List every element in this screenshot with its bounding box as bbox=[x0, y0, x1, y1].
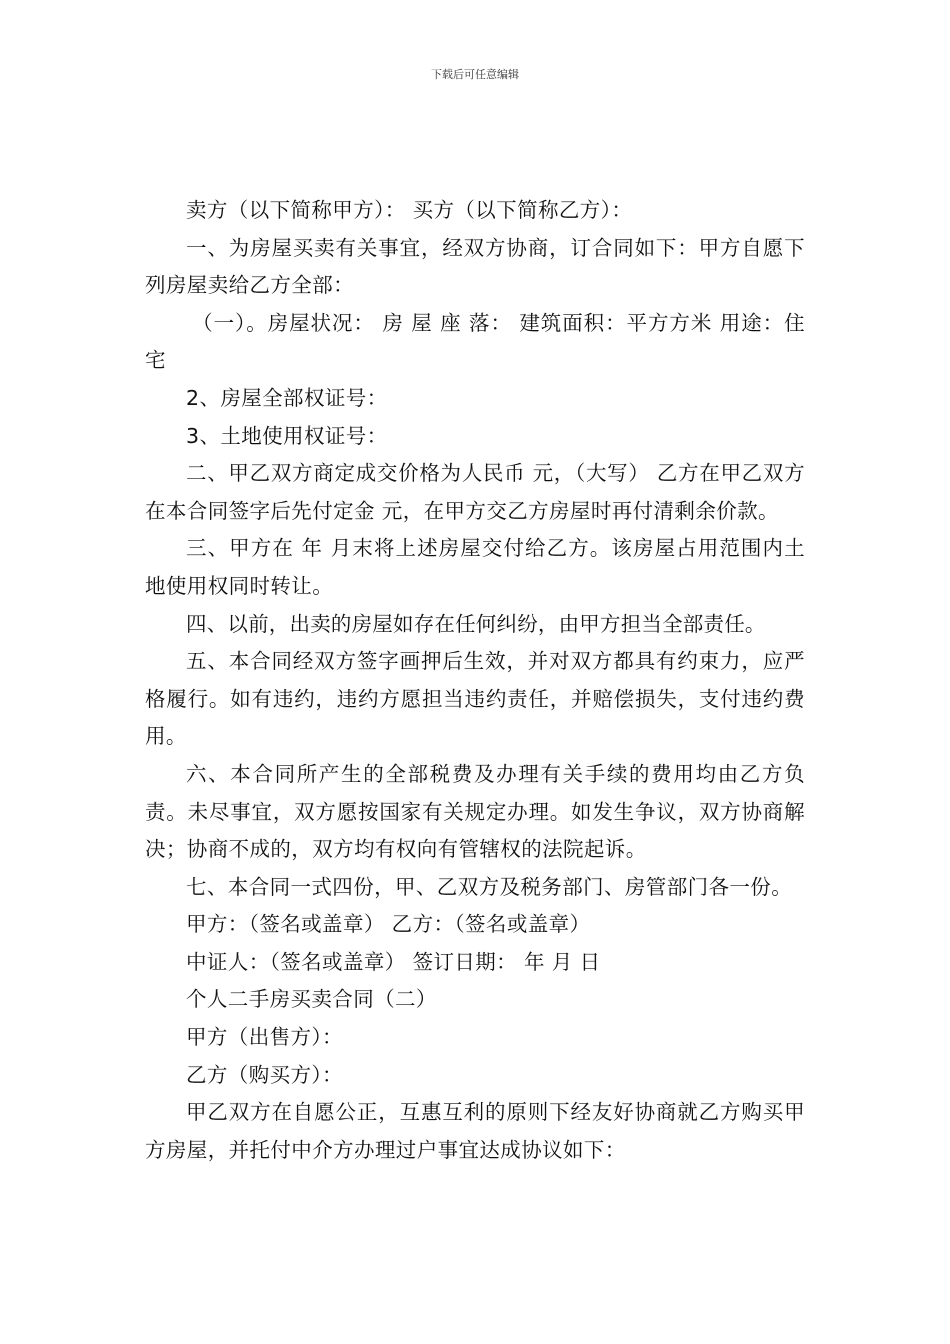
paragraph-parties: 卖方（以下简称甲方）： 买方（以下简称乙方）： bbox=[186, 198, 633, 222]
signature-line-witness: 中证人：（签名或盖章） 签订日期： 年 月 日 bbox=[186, 949, 601, 974]
paragraph-clause-3: 三、甲方在 年 月末将上述房屋交付给乙方。该房屋占用范围内土地使用权同时转让。 bbox=[145, 536, 805, 598]
paragraph-clause-7: 七、本合同一式四份，甲、乙双方及税务部门、房管部门各一份。 bbox=[186, 874, 793, 899]
paragraph-clause-6: 六、本合同所产生的全部税费及办理有关手续的费用均由乙方负责。未尽事宜，双方愿按国家有关规定办理。如发生争议，双方协商解决；协商不成的，双方均有权向有管辖权的法院起诉。 bbox=[145, 761, 805, 862]
paragraph-agreement-intro: 甲乙双方在自愿公正，互惠互利的原则下经友好协商就乙方购买甲方房屋，并托付中介方办理过户事宜达成协议如下： bbox=[145, 1100, 805, 1162]
paragraph-land-cert: 3、土地使用权证号： bbox=[186, 423, 388, 448]
paragraph-clause-1: 一、为房屋买卖有关事宜，经双方协商，订合同如下：甲方自愿下列房屋卖给乙方全部： bbox=[145, 235, 805, 298]
paragraph-house-status: （一）。房屋状况： 房 屋 座 落： 建筑面积：平方方米 用途：住宅 bbox=[145, 310, 805, 373]
party-b-buyer: 乙方（购买方）： bbox=[186, 1062, 343, 1087]
paragraph-clause-4: 四、以前，出卖的房屋如存在任何纠纷，由甲方担当全部责任。 bbox=[186, 611, 766, 636]
signature-line-parties: 甲方：（签名或盖章） 乙方：（签名或盖章） bbox=[186, 912, 591, 937]
contract-2-title: 个人二手房买卖合同（二） bbox=[186, 987, 437, 1012]
paragraph-ownership-cert: 2、房屋全部权证号： bbox=[186, 385, 388, 410]
page-header-note: 下载后可任意编辑 bbox=[431, 68, 519, 81]
party-a-seller: 甲方（出售方）： bbox=[186, 1025, 343, 1050]
paragraph-clause-5: 五、本合同经双方签字画押后生效，并对双方都具有约束力，应严格履行。如有违约，违约方愿担当违约责任，并赔偿损失，支付违约费用。 bbox=[145, 649, 805, 749]
document-body bbox=[145, 192, 805, 1169]
paragraph-clause-2: 二、甲乙双方商定成交价格为人民币 元，（大写） 乙方在甲乙双方在本合同签字后先付定金 元，在甲方交乙方房屋时再付清剩余价款。 bbox=[145, 461, 805, 523]
